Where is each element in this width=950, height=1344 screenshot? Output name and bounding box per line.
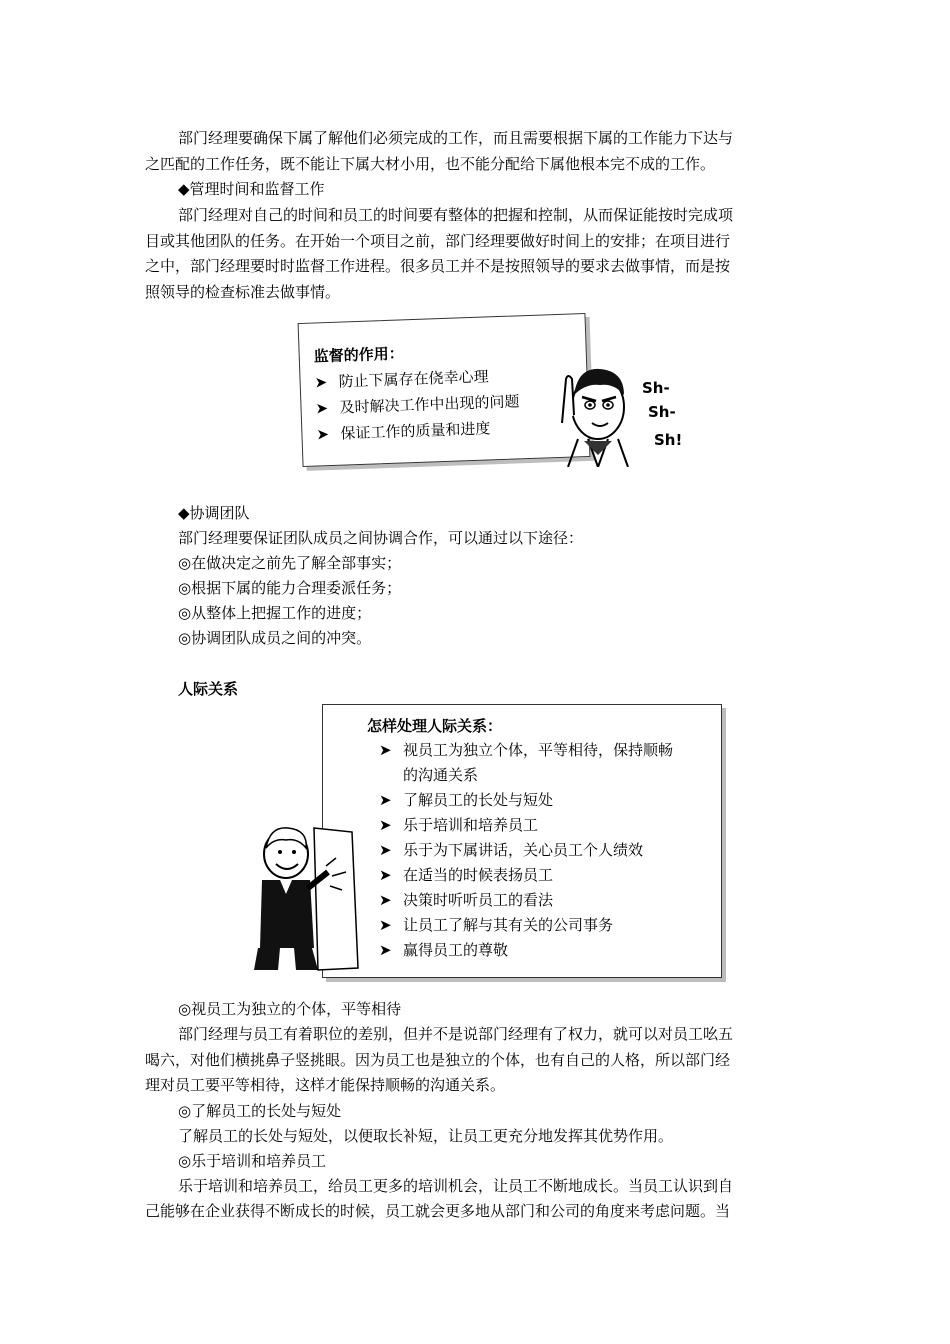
paragraph-line: 了解员工的长处与短处，以便取长补短，让员工更充分地发挥其优势作用。 bbox=[178, 1127, 674, 1145]
arrow-bullet-icon: ➤ bbox=[379, 941, 392, 959]
paragraph-line: 乐于培训和培养员工，给员工更多的培训机会，让员工不断地成长。当员工认识到自 bbox=[178, 1177, 734, 1195]
list-item: ◎根据下属的能力合理委派任务； bbox=[178, 579, 402, 597]
list-item: ◎从整体上把握工作的进度； bbox=[178, 604, 372, 622]
arrow-bullet-icon: ➤ bbox=[379, 866, 392, 884]
paragraph-line: 照领导的检查标准去做事情。 bbox=[145, 283, 341, 301]
presenter-man-illustration bbox=[252, 818, 364, 978]
callout-item: ➤ 乐于为下属讲话，关心员工个人绩效 bbox=[379, 841, 644, 859]
callout-item: ➤ 了解员工的长处与短处 bbox=[379, 791, 554, 809]
callout-item: ➤ 赢得员工的尊敬 bbox=[379, 941, 509, 959]
supervision-callout bbox=[298, 313, 591, 467]
shushing-man-illustration bbox=[548, 355, 688, 467]
callout-item: ➤ 让员工了解与其有关的公司事务 bbox=[379, 916, 614, 934]
paragraph-line: 部门经理要保证团队成员之间协调合作，可以通过以下途径： bbox=[178, 529, 584, 547]
paragraph-line: 目或其他团队的任务。在开始一个项目之前，部门经理要做好时间上的安排；在项目进行 bbox=[145, 232, 731, 250]
speech-text: Sh- bbox=[648, 403, 676, 421]
arrow-bullet-icon: ➤ bbox=[379, 791, 392, 809]
speech-text: Sh! bbox=[654, 431, 683, 449]
callout-item: ➤ 乐于培训和培养员工 bbox=[379, 816, 539, 834]
subheading-item: ◎乐于培训和培养员工 bbox=[178, 1152, 327, 1170]
paragraph-line: 部门经理对自己的时间和员工的时间要有整体的把握和控制，从而保证能按时完成项 bbox=[178, 206, 734, 224]
callout-item: ➤ 决策时听听员工的看法 bbox=[379, 891, 554, 909]
callout-item: ➤ 视员工为独立个体，平等相待，保持顺畅 bbox=[379, 741, 674, 759]
paragraph-line: 己能够在企业获得不断成长的时候，员工就会更多地从部门和公司的角度来考虑问题。当 bbox=[145, 1202, 731, 1220]
arrow-bullet-icon: ➤ bbox=[379, 741, 392, 759]
speech-text: Sh- bbox=[642, 379, 670, 397]
callout-item: ➤ 防止下属存在侥幸心理 bbox=[314, 367, 489, 392]
relations-callout bbox=[322, 704, 722, 978]
subheading-time: ◆管理时间和监督工作 bbox=[178, 180, 325, 198]
callout-item: ➤ 在适当的时候表扬员工 bbox=[379, 866, 554, 884]
list-item: ◎协调团队成员之间的冲突。 bbox=[178, 629, 372, 647]
paragraph-line: 理对员工要平等相待，这样才能保持顺畅的沟通关系。 bbox=[145, 1076, 506, 1094]
callout-item-continuation: 的沟通关系 bbox=[403, 766, 479, 784]
arrow-bullet-icon: ➤ bbox=[379, 916, 392, 934]
subheading-item: ◎了解员工的长处与短处 bbox=[178, 1102, 342, 1120]
paragraph-line: 部门经理与员工有着职位的差别，但并不是说部门经理有了权力，就可以对员工吆五 bbox=[178, 1025, 734, 1043]
subheading-coordination: ◆协调团队 bbox=[178, 504, 250, 522]
paragraph-line: 之匹配的工作任务，既不能让下属大材小用，也不能分配给下属他根本完不成的工作。 bbox=[145, 155, 716, 173]
callout-title: 监督的作用： bbox=[313, 344, 405, 366]
section-title: 人际关系 bbox=[178, 680, 239, 698]
arrow-bullet-icon: ➤ bbox=[315, 399, 329, 418]
arrow-bullet-icon: ➤ bbox=[379, 841, 392, 859]
callout-item: ➤ 及时解决工作中出现的问题 bbox=[315, 392, 520, 418]
paragraph-line: 喝六，对他们横挑鼻子竖挑眼。因为员工也是独立的个体，也有自己的人格，所以部门经 bbox=[145, 1051, 731, 1069]
callout-item: ➤ 保证工作的质量和进度 bbox=[316, 419, 491, 444]
callout-title: 怎样处理人际关系： bbox=[367, 717, 503, 735]
list-item: ◎在做决定之前先了解全部事实； bbox=[178, 554, 402, 572]
arrow-bullet-icon: ➤ bbox=[379, 816, 392, 834]
paragraph-line: 部门经理要确保下属了解他们必须完成的工作，而且需要根据下属的工作能力下达与 bbox=[178, 129, 734, 147]
arrow-bullet-icon: ➤ bbox=[379, 891, 392, 909]
subheading-item: ◎视员工为独立的个体，平等相待 bbox=[178, 1000, 402, 1018]
paragraph-line: 之中，部门经理要时时监督工作进程。很多员工并不是按照领导的要求去做事情，而是按 bbox=[145, 257, 731, 275]
arrow-bullet-icon: ➤ bbox=[314, 373, 328, 392]
arrow-bullet-icon: ➤ bbox=[316, 425, 330, 444]
